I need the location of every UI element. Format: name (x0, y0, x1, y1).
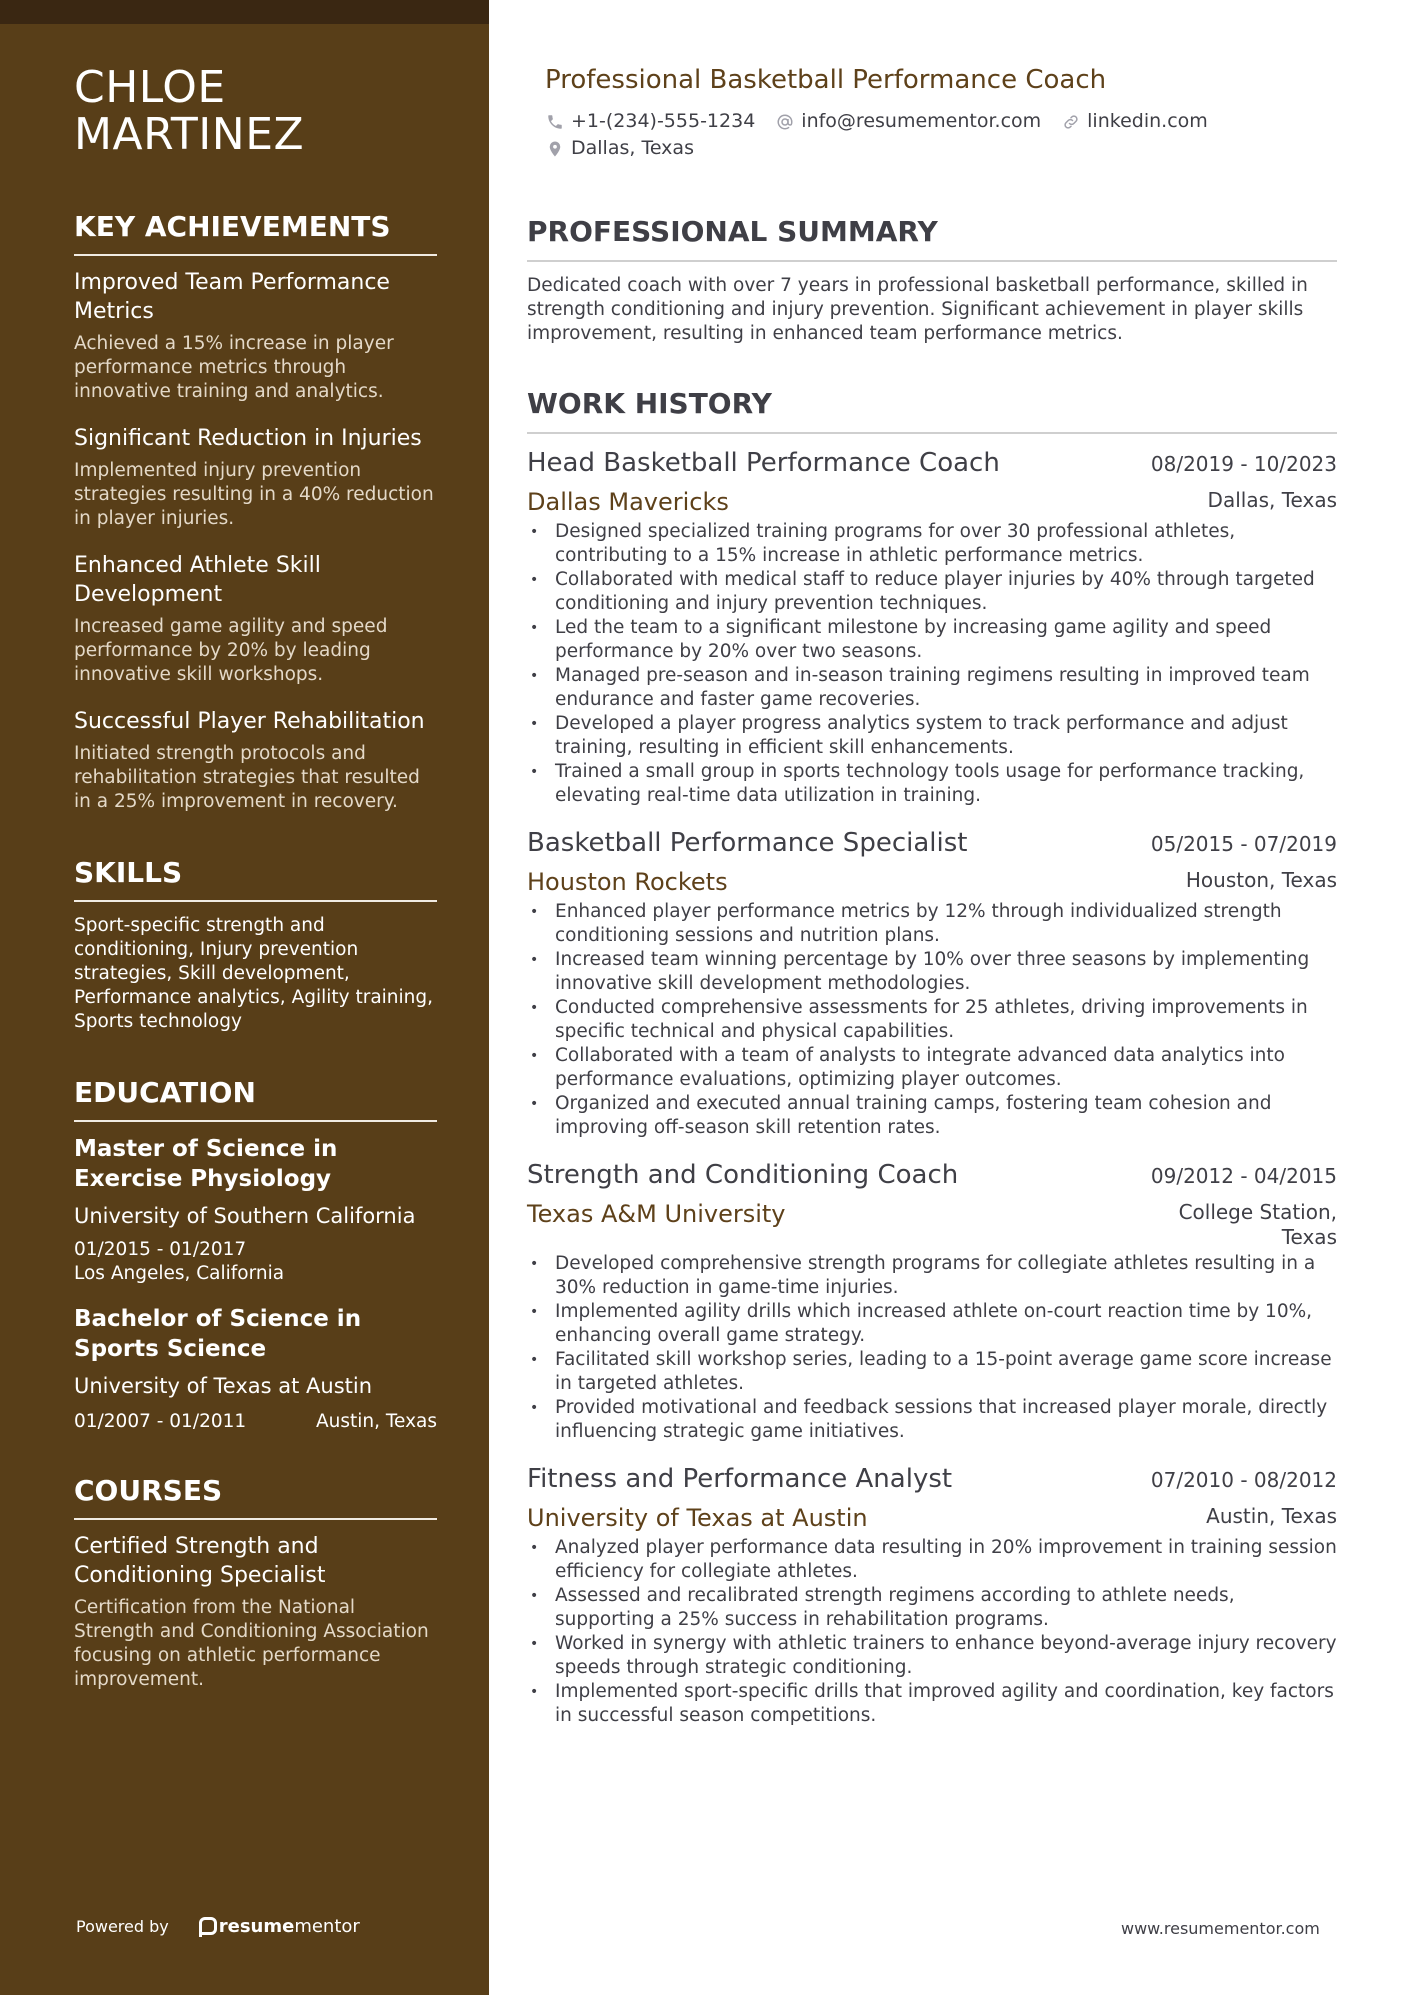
bullet-item: • Assessed and recalibrated strength regimens according to athlete needs, supporting a 25% success in rehabilitation programs. (527, 1584, 1337, 1632)
bullet-item: • Implemented sport-specific drills that improved agility and coordination, key factors in successful season competitions. (527, 1680, 1337, 1728)
job-header (527, 1158, 1337, 1192)
contact-row (545, 108, 1337, 135)
linkedin-url: linkedin.com (1087, 110, 1208, 132)
section-title: EDUCATION (74, 1076, 437, 1122)
course-title: Certified Strength and Conditioning Specialist (74, 1534, 326, 1588)
sidebar-top-bar (0, 0, 489, 24)
job-dates: 08/2019 - 10/2023 (1150, 452, 1337, 476)
bullet-item: • Facilitated skill workshop series, leading to a 15-point average game score increase in targeted athletes. (527, 1348, 1337, 1396)
contact-email[interactable] (775, 108, 1041, 135)
section-title: KEY ACHIEVEMENTS (74, 210, 437, 256)
main-content (527, 62, 1337, 1746)
skills-list: Sport-specific strength and conditioning, Injury prevention strategies, Skill development, Performance analytics, Agility training, Sports technology (74, 915, 434, 1032)
brand-name-light: mentor (294, 1916, 360, 1937)
achievement-title: Successful Player Rehabilitation (74, 709, 425, 734)
resumementor-logo-icon (199, 1917, 213, 1937)
contact-row (545, 135, 1337, 162)
job-dates: 07/2010 - 08/2012 (1150, 1468, 1337, 1492)
candidate-name (74, 64, 437, 158)
job-company: University of Texas at Austin (527, 1504, 868, 1532)
job-entry (527, 446, 1337, 808)
phone-icon (545, 112, 565, 132)
bullet-item: • Conducted comprehensive assessments for 25 athletes, driving improvements in specific technical and physical capabilities. (527, 996, 1337, 1044)
skills-section (74, 856, 437, 1034)
achievement-description: Implemented injury prevention strategies resulting in a 40% reduction in player injuries. (74, 460, 434, 529)
powered-by (76, 1916, 360, 1937)
location-pin-icon (545, 139, 565, 159)
section-title: WORK HISTORY (527, 386, 1337, 434)
section-title: COURSES (74, 1474, 437, 1520)
at-sign-icon (775, 112, 795, 132)
job-location: Houston, Texas (1185, 868, 1337, 892)
bullet-item: • Collaborated with medical staff to reduce player injuries by 40% through targeted conditioning and injury prevention techniques. (527, 568, 1337, 616)
job-role: Strength and Conditioning Coach (527, 1160, 959, 1190)
sidebar-content (74, 64, 437, 1712)
work-history-section (527, 386, 1337, 1728)
job-dates: 09/2012 - 04/2015 (1150, 1164, 1337, 1188)
job-role: Head Basketball Performance Coach (527, 448, 1000, 478)
link-icon (1061, 112, 1081, 132)
education-degree: Master of Science in Exercise Physiology (74, 1136, 338, 1192)
bullet-item: • Led the team to a significant milestone by increasing game agility and speed performance by 20% over two seasons. (527, 616, 1337, 664)
job-header (527, 1462, 1337, 1496)
job-header (527, 826, 1337, 860)
contact-linkedin[interactable] (1061, 108, 1208, 135)
powered-by-label: Powered by (76, 1917, 169, 1936)
phone-number: +1-(234)-555-1234 (571, 110, 756, 132)
education-meta (74, 1410, 437, 1434)
bullet-item: • Enhanced player performance metrics by 12% through individualized strength conditioning sessions and nutrition plans. (527, 900, 1337, 948)
target-job-title: Professional Basketball Performance Coach (545, 65, 1107, 95)
education-degree: Bachelor of Science in Sports Science (74, 1306, 362, 1362)
bullet-item: • Managed pre-season and in-season training regimens resulting in improved team endurance and faster game recoveries. (527, 664, 1337, 712)
job-bullets (527, 900, 1337, 1140)
bullet-item: • Implemented agility drills which increased athlete on-court reaction time by 10%, enhancing overall game strategy. (527, 1300, 1337, 1348)
job-subheader (527, 866, 1337, 898)
footer-website-link[interactable]: www.resumementor.com (1121, 1919, 1320, 1938)
course-item (74, 1532, 437, 1692)
job-entry (527, 826, 1337, 1140)
bullet-item: • Worked in synergy with athletic trainers to enhance beyond-average injury recovery speeds through strategic conditioning. (527, 1632, 1337, 1680)
job-subheader (527, 1502, 1337, 1534)
job-role: Fitness and Performance Analyst (527, 1464, 953, 1494)
achievement-item (74, 707, 437, 814)
job-role: Basketball Performance Specialist (527, 828, 968, 858)
job-subheader (527, 1198, 1337, 1250)
education-section (74, 1076, 437, 1434)
sidebar (0, 0, 489, 1995)
job-company: Houston Rockets (527, 868, 728, 896)
job-company: Texas A&M University (527, 1200, 786, 1228)
education-item (74, 1304, 437, 1434)
bullet-item: • Organized and executed annual training camps, fostering team cohesion and improving off-season skill retention rates. (527, 1092, 1337, 1140)
job-entry (527, 1462, 1337, 1728)
bullet-item: • Developed comprehensive strength programs for collegiate athletes resulting in a 30% reduction in game-time injuries. (527, 1252, 1337, 1300)
bullet-item: • Increased team winning percentage by 10% over three seasons by implementing innovative skill development methodologies. (527, 948, 1337, 996)
achievement-description: Initiated strength protocols and rehabilitation strategies that resulted in a 25% improvement in recovery. (74, 743, 420, 812)
education-location: Los Angeles, California (74, 1263, 285, 1284)
name-last: MARTINEZ (74, 109, 305, 160)
job-entry (527, 1158, 1337, 1444)
job-header (527, 446, 1337, 480)
bullet-item: • Developed a player progress analytics system to track performance and adjust training, resulting in efficient skill enhancements. (527, 712, 1337, 760)
bullet-item: • Analyzed player performance data resulting in 20% improvement in training session efficiency for collegiate athletes. (527, 1536, 1337, 1584)
job-bullets (527, 520, 1337, 808)
contact-location (545, 135, 694, 162)
achievement-item (74, 268, 437, 404)
achievement-item (74, 551, 437, 687)
key-achievements-section (74, 210, 437, 814)
contact-info (545, 108, 1337, 162)
achievement-description: Increased game agility and speed performance by 20% by leading innovative skill workshops. (74, 616, 388, 685)
section-title: PROFESSIONAL SUMMARY (527, 214, 1337, 262)
bullet-item: • Designed specialized training programs for over 30 professional athletes, contributing to a 15% increase in athletic performance metrics. (527, 520, 1337, 568)
achievement-title: Enhanced Athlete Skill Development (74, 553, 321, 607)
email-address: info@resumementor.com (801, 110, 1042, 132)
education-school: University of Texas at Austin (74, 1374, 373, 1398)
achievement-description: Achieved a 15% increase in player performance metrics through innovative training and analytics. (74, 333, 394, 402)
achievement-title: Significant Reduction in Injuries (74, 426, 422, 451)
section-title: SKILLS (74, 856, 437, 902)
achievement-item (74, 424, 437, 531)
job-dates: 05/2015 - 07/2019 (1150, 832, 1337, 856)
job-location: Dallas, Texas (1207, 488, 1337, 512)
professional-summary-section (527, 214, 1337, 346)
bullet-item: • Collaborated with a team of analysts to integrate advanced data analytics into performance evaluations, optimizing player outcomes. (527, 1044, 1337, 1092)
contact-phone[interactable] (545, 108, 755, 135)
bullet-item: • Trained a small group in sports technology tools usage for performance tracking, elevating real-time data utilization in training. (527, 760, 1337, 808)
job-subheader (527, 486, 1337, 518)
name-first: CHLOE (74, 62, 226, 113)
job-location: College Station, Texas (1178, 1200, 1337, 1249)
resumementor-logo[interactable] (199, 1916, 360, 1937)
achievement-title: Improved Team Performance Metrics (74, 270, 390, 324)
course-description: Certification from the National Strength and Conditioning Association focusing on athletic performance improvement. (74, 1597, 429, 1690)
job-bullets (527, 1252, 1337, 1444)
education-item (74, 1134, 437, 1286)
education-dates: 01/2015 - 01/2017 (74, 1239, 247, 1260)
job-location: Austin, Texas (1206, 1504, 1337, 1528)
courses-section (74, 1474, 437, 1692)
education-location: Austin, Texas (315, 1411, 437, 1432)
location-text: Dallas, Texas (571, 137, 694, 159)
job-company: Dallas Mavericks (527, 488, 729, 516)
education-school: University of Southern California (74, 1204, 416, 1228)
bullet-item: • Provided motivational and feedback sessions that increased player morale, directly influencing strategic game initiatives. (527, 1396, 1337, 1444)
education-dates: 01/2007 - 01/2011 (74, 1411, 247, 1432)
brand-name-bold: resume (218, 1916, 295, 1937)
summary-text: Dedicated coach with over 7 years in professional basketball performance, skilled in strength conditioning and injury prevention. Significant achievement in player skills improvement, resulting in enhanced team performance metrics. (527, 275, 1308, 344)
job-bullets (527, 1536, 1337, 1728)
